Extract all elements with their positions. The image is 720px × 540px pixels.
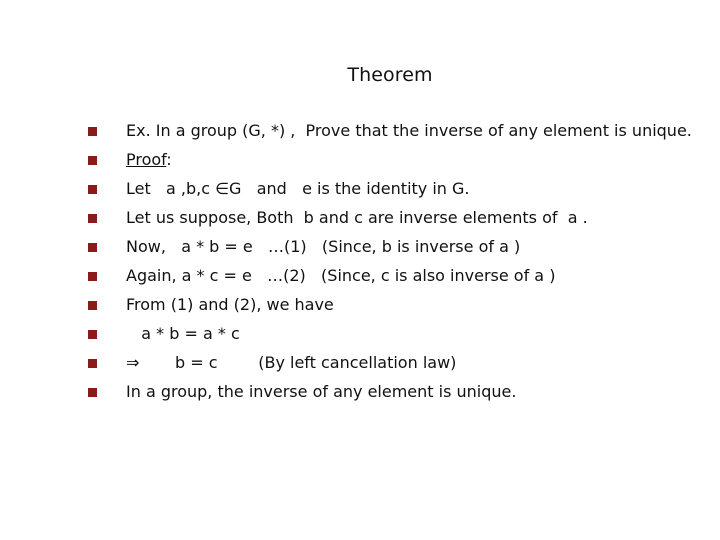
bullet-text: a * b = a * c — [126, 323, 240, 343]
list-item — [88, 319, 692, 348]
bullet-text — [126, 150, 172, 170]
square-bullet-icon — [88, 243, 97, 252]
bullet-text: From (1) and (2), we have — [126, 294, 334, 314]
bullet-text: ⇒ b = c (By left cancellation law) — [126, 352, 457, 372]
list-item — [88, 348, 692, 377]
bullet-text: Let us suppose, Both b and c are inverse elements of a . — [126, 207, 588, 227]
square-bullet-icon — [88, 214, 97, 223]
square-bullet-icon — [88, 127, 97, 136]
list-item — [88, 203, 692, 232]
slide-title: Theorem — [347, 64, 433, 86]
square-bullet-icon — [88, 272, 97, 281]
square-bullet-icon — [88, 388, 97, 397]
proof-colon: : — [166, 149, 172, 169]
square-bullet-icon — [88, 359, 97, 368]
bullet-list — [88, 116, 692, 406]
list-item — [88, 116, 692, 145]
bullet-text: Ex. In a group (G, *) , Prove that the inverse of any element is unique. — [126, 120, 692, 140]
bullet-text: In a group, the inverse of any element is unique. — [126, 381, 517, 401]
list-item — [88, 290, 692, 319]
bullet-text: Now, a * b = e …(1) (Since, b is inverse of a ) — [126, 236, 521, 256]
square-bullet-icon — [88, 185, 97, 194]
list-item — [88, 232, 692, 261]
list-item — [88, 377, 692, 406]
proof-label: Proof — [126, 149, 167, 169]
list-item — [88, 145, 692, 174]
square-bullet-icon — [88, 330, 97, 339]
bullet-text: Again, a * c = e …(2) (Since, c is also inverse of a ) — [126, 265, 556, 285]
square-bullet-icon — [88, 156, 97, 165]
bullet-text: Let a ,b,c ∈G and e is the identity in G. — [126, 178, 470, 198]
square-bullet-icon — [88, 301, 97, 310]
list-item — [88, 261, 692, 290]
list-item — [88, 174, 692, 203]
